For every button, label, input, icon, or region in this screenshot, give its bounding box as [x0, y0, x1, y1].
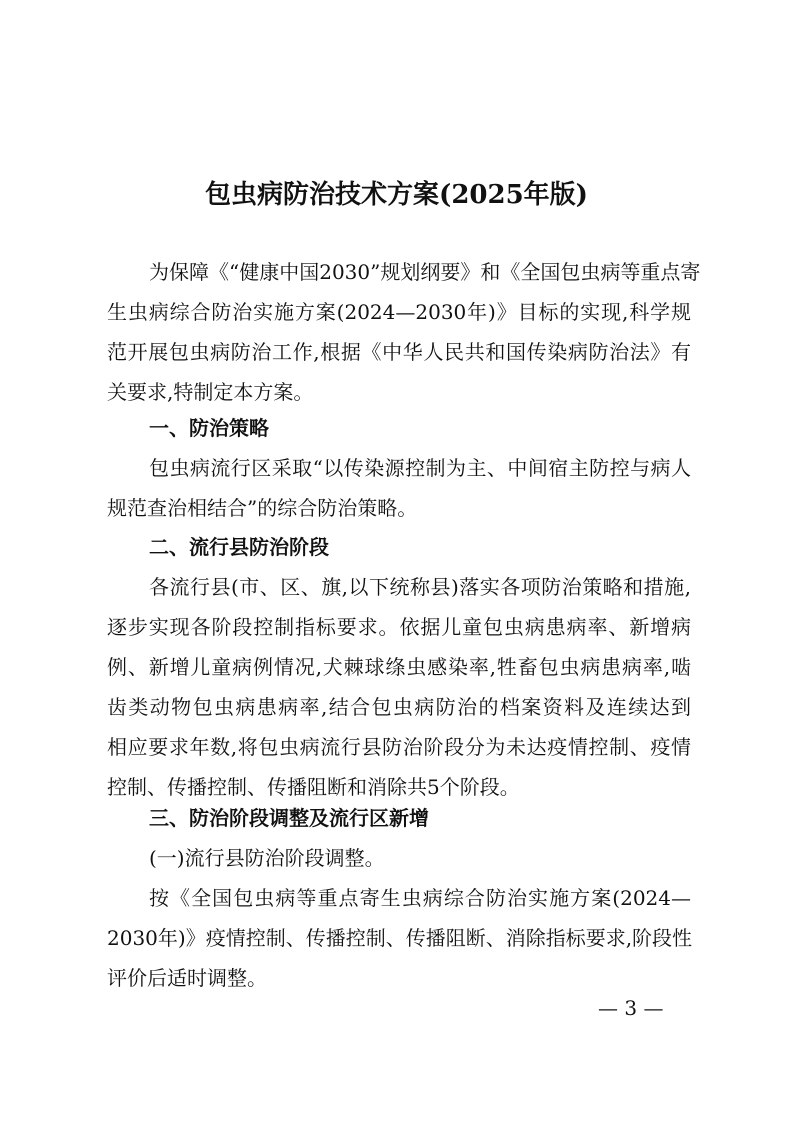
- section-heading: 一、防治策略: [149, 416, 269, 440]
- intro-paragraph: [107, 252, 701, 412]
- text-line: 逐步实现各阶段控制指标要求。依据儿童包虫病患病率、新增病: [107, 615, 691, 639]
- text-line: 按《全国包虫病等重点寄生虫病综合防治实施方案(2024—: [149, 886, 691, 910]
- section-3: [107, 798, 691, 998]
- section-1: [107, 408, 691, 528]
- text-line: 关要求,特制定本方案。: [107, 380, 314, 404]
- text-line: 各流行县(市、区、旗,以下统称县)落实各项防治策略和措施,: [149, 575, 691, 599]
- text-line: 包虫病流行区采取“以传染源控制为主、中间宿主防控与病人: [149, 456, 691, 480]
- section-heading: 三、防治阶段调整及流行区新增: [149, 806, 429, 830]
- text-line: 范开展包虫病防治工作,根据《中华人民共和国传染病防治法》有: [107, 340, 691, 364]
- section-2: [107, 527, 691, 807]
- text-line: 相应要求年数,将包虫病流行县防治阶段分为未达疫情控制、疫情: [107, 735, 691, 759]
- text-line: 控制、传播控制、传播阻断和消除共5个阶段。: [107, 775, 520, 799]
- text-line: 生虫病综合防治实施方案(2024—2030年)》目标的实现,科学规: [107, 300, 691, 324]
- text-line: 例、新增儿童病例情况,犬棘球绦虫感染率,牲畜包虫病患病率,啮: [107, 655, 691, 679]
- text-line: 齿类动物包虫病患病率,结合包虫病防治的档案资料及连续达到: [107, 695, 691, 719]
- text-line: 评价后适时调整。: [107, 966, 267, 990]
- text-line: 2030年)》疫情控制、传播控制、传播阻断、消除指标要求,阶段性: [107, 926, 693, 950]
- text-line: 为保障《“健康中国2030”规划纲要》和《全国包虫病等重点寄: [149, 260, 701, 284]
- document-title: 包虫病防治技术方案(2025年版): [205, 180, 588, 210]
- subsection-heading: (一)流行县防治阶段调整。: [149, 846, 385, 870]
- section-heading: 二、流行县防治阶段: [149, 535, 329, 559]
- page-number: — 3 —: [598, 996, 664, 1020]
- text-line: 规范查治相结合”的综合防治策略。: [107, 496, 418, 520]
